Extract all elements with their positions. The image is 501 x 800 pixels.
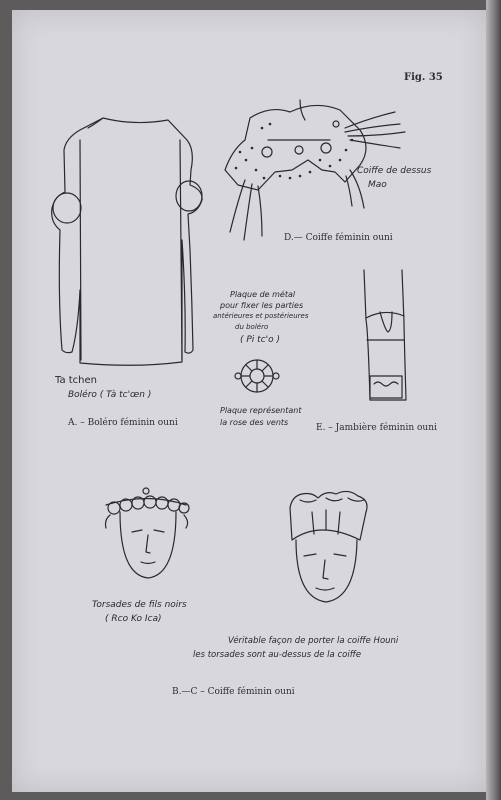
caption-bc: B.—C – Coiffe féminin ouni bbox=[172, 687, 295, 697]
mao-label: Mao bbox=[368, 180, 387, 190]
plaque-rose-label-1: Plaque représentant bbox=[220, 406, 302, 415]
plaque-label-4: du boléro bbox=[235, 323, 269, 331]
metal-plaque-drawing bbox=[235, 360, 279, 392]
plaque-rose-label-2: la rose des vents bbox=[220, 418, 289, 427]
legging-drawing bbox=[364, 270, 406, 400]
head-c-drawing bbox=[290, 491, 367, 602]
bolero-name-label: Ta tchen bbox=[55, 375, 98, 386]
plaque-label-2: pour fixer les parties bbox=[220, 301, 304, 310]
caption-a: A. – Boléro féminin ouni bbox=[68, 418, 178, 428]
bolero-name-label-2: Boléro ( Tà tc'œn ) bbox=[68, 390, 152, 400]
bolero-drawing bbox=[52, 118, 202, 365]
coiffe-dessus-label: Coiffe de dessus bbox=[357, 166, 432, 176]
plaque-label-3: antérieures et postérieures bbox=[213, 312, 309, 320]
torsades-label: Torsades de fils noirs bbox=[92, 600, 187, 610]
head-b-drawing bbox=[106, 488, 190, 578]
plaque-label-1: Plaque de métal bbox=[230, 290, 296, 299]
caption-d: D.— Coiffe féminin ouni bbox=[284, 233, 393, 243]
torsades-label-2: ( Rco Ko Ica) bbox=[105, 614, 162, 624]
coiffe-houni-label-1: Véritable façon de porter la coiffe Houni bbox=[228, 636, 399, 646]
coiffe-houni-label-2: les torsades sont au-dessus de la coiffe bbox=[193, 650, 362, 660]
caption-e: E. – Jambière féminin ouni bbox=[316, 423, 437, 433]
plaque-label-5: ( Pi tc'o ) bbox=[240, 335, 280, 345]
figure-number: Fig. 35 bbox=[404, 72, 443, 83]
